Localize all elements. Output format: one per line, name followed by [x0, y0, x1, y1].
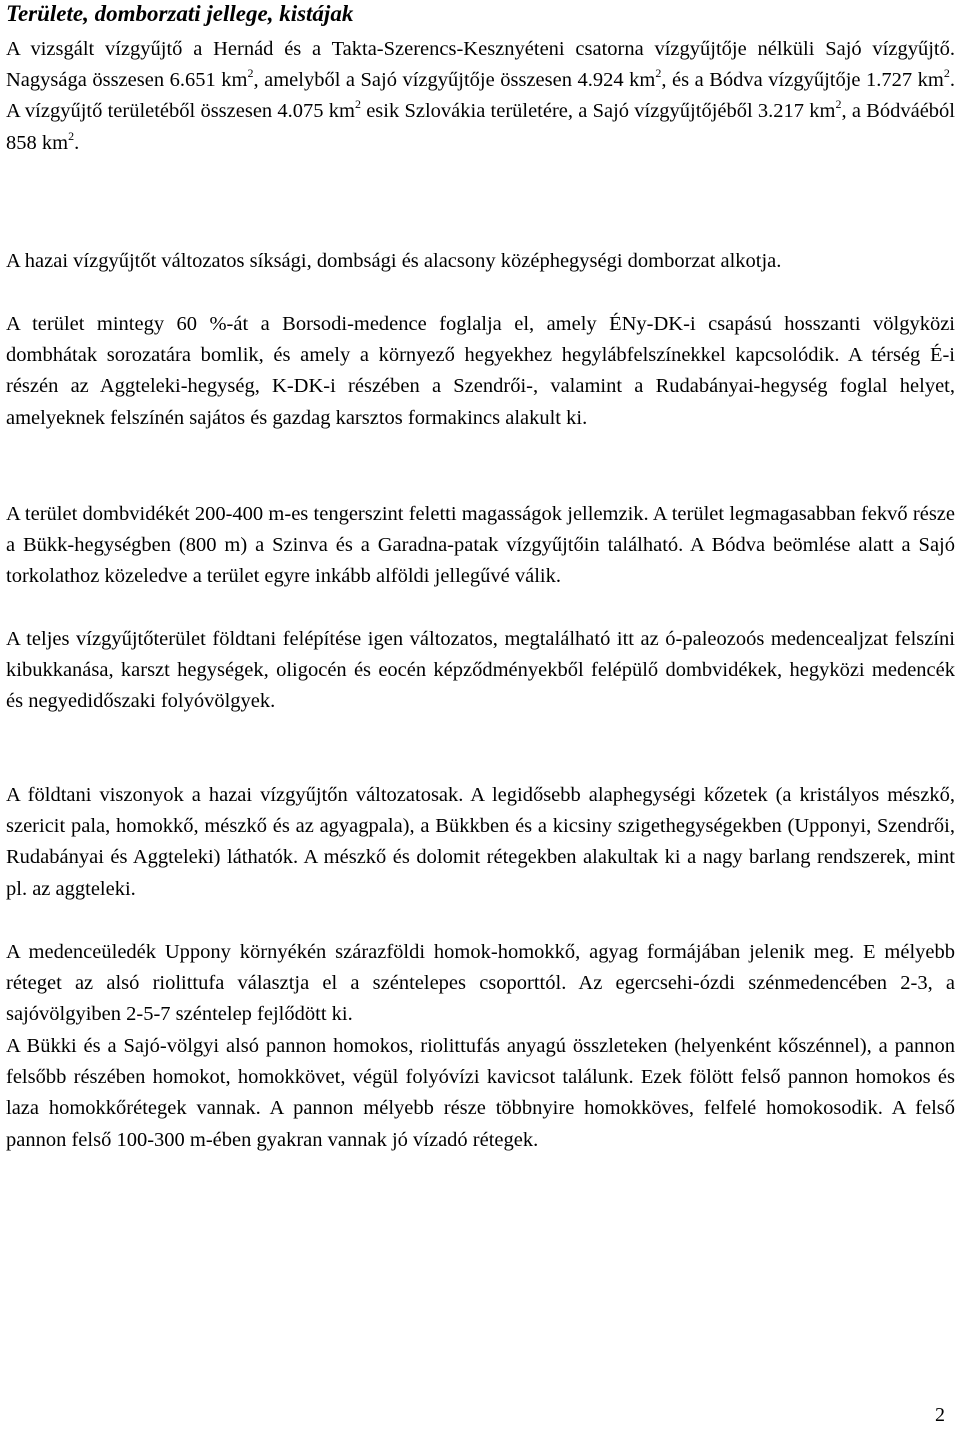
- page-number: 2: [935, 1404, 945, 1426]
- paragraph-relief: A hazai vízgyűjtőt változatos síksági, dombsági és alacsony középhegységi domborzat alkotja.: [6, 250, 782, 272]
- paragraph-text: A vizsgált vízgyűjtő a Hernád és a Takta-Szerencs-Kesznyéteni csatorna vízgyűjtője nélküli Sajó vízgyűjtő. Nagysága összesen 6.651 km: [6, 38, 955, 92]
- superscript: 2: [247, 66, 254, 81]
- paragraph-text: .: [74, 131, 80, 154]
- paragraph-area-overview: [6, 34, 955, 159]
- paragraph-pannon: A Bükki és a Sajó-völgyi alsó pannon homokos, riolittufás anyagú összleteken (helyenként kőszénnel), a pannon felsőbb részében homokot, homokkövet, végül folyóvízi kavicsot találunk. Ezek fölött felső pannon homokos és laza homokkőrétegek vannak. A pannon mélyebb része többnyire homokköves, felfelé homokosodik. A felső pannon felső 100-300 m-ében gyakran vannak jó vízadó rétegek.: [6, 1035, 955, 1151]
- paragraph-text: , amelyből a Sajó vízgyűjtője összesen 4.924 km: [253, 69, 656, 92]
- superscript: 2: [68, 128, 75, 143]
- superscript: 2: [835, 97, 842, 112]
- superscript: 2: [655, 66, 662, 81]
- paragraph-text: , és a Bódva vízgyűjtője 1.727 km: [661, 69, 944, 92]
- paragraph-geology-details: A földtani viszonyok a hazai vízgyűjtőn változatosak. A legidősebb alaphegységi kőzetek (a kristályos mészkő, szericit pala, homokkő, mészkő és az agyagpala), a Bükkben és a kicsiny szigethegységekben (Upponyi, Szendrői, Rudabányai és Aggteleki) láthatók. A mészkő és dolomit rétegekben alakultak ki a nagy barlang rendszerek, mint pl. az aggteleki.: [6, 784, 955, 900]
- paragraph-text: . A vízgyűjtő területéből összesen 4.075 km: [6, 69, 955, 123]
- paragraph-borsod-basin: A terület mintegy 60 %-át a Borsodi-medence foglalja el, amely ÉNy-DK-i csapású hosszanti völgyközi dombhátak sorozatára bomlik, és amely a környező hegyekhez hegylábfelszínekkel kapcsolódik. A térség É-i részén az Aggteleki-hegység, K-DK-i részében a Szendrői-, valamint a Rudabányai-hegység foglal helyet, amelyeknek felszínén sajátos és gazdag karsztos formakincs alakult ki.: [6, 313, 955, 429]
- paragraph-geology-overview: A teljes vízgyűjtőterület földtani felépítése igen változatos, megtalálható itt az ó-paleozoós medencealjzat felszíni kibukkanása, karszt hegységek, oligocén és eocén képződményekből felépülő dombvidékek, hegyközi medencék és negyedidőszaki folyóvölgyek.: [6, 628, 955, 713]
- paragraph-text: esik Szlovákia területére, a Sajó vízgyűjtőjéből 3.217 km: [360, 100, 836, 123]
- paragraph-basin-sediment: A medenceüledék Uppony környékén szárazföldi homok-homokkő, agyag formájában jelenik meg. E mélyebb réteget az alsó riolittufa választja el a széntelepes csoporttól. Az egercsehi-ózdi szénmedencében 2-3, a sajóvölgyiben 2-5-7 széntelep fejlődött ki.: [6, 941, 955, 1026]
- paragraph-text: , a Bódváéból 858 km: [6, 100, 955, 154]
- paragraph-hills: A terület dombvidékét 200-400 m-es tengerszint feletti magasságok jellemzik. A terület legmagasabban fekvő része a Bükk-hegységben (800 m) a Szinva és a Garadna-patak vízgyűjtőin található. A Bódva beömlése alatt a Sajó torkolathoz közeledve a terület egyre inkább alföldi jellegűvé válik.: [6, 503, 955, 588]
- superscript: 2: [354, 97, 361, 112]
- superscript: 2: [943, 66, 950, 81]
- section-title: Területe, domborzati jellege, kistájak: [6, 1, 354, 26]
